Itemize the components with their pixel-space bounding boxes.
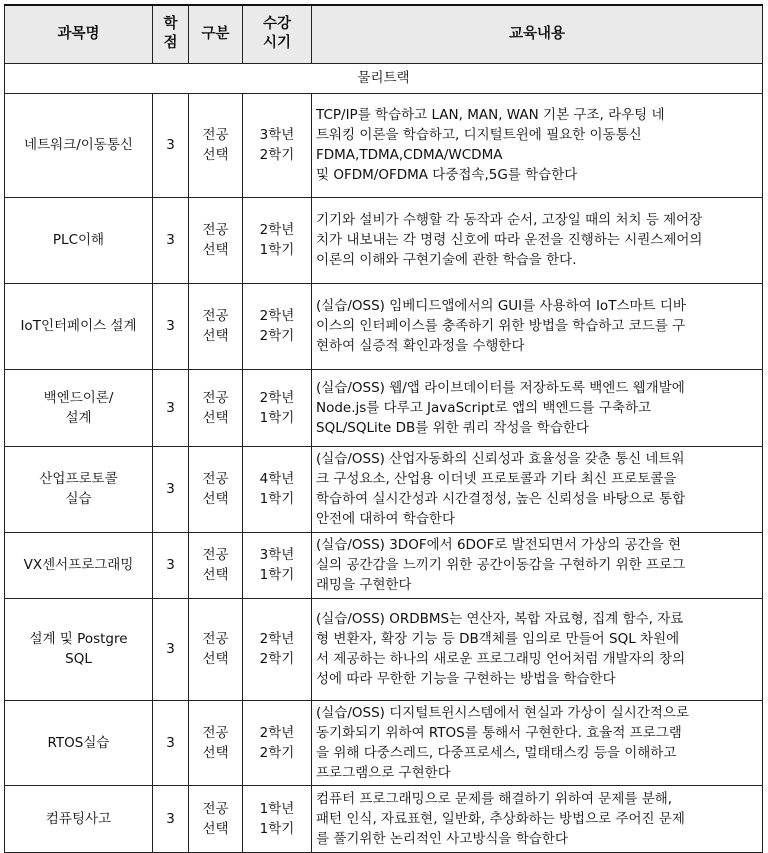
period-line1: 3학년 (259, 127, 295, 143)
category-line1: 전공 (202, 389, 229, 406)
course-name: 네트워크/이동통신 (5, 93, 153, 197)
course-content (312, 369, 763, 446)
course-period (243, 532, 312, 598)
period-line1: 2학년 (259, 724, 295, 741)
table-row (5, 446, 763, 532)
period-line1: 1학년 (259, 800, 295, 817)
content-line: 컴퓨터 프로그래밍으로 문제를 해결하기 위하여 문제를 분해, (316, 790, 673, 807)
content-line: 형 변환자, 확장 기능 등 DB객체를 임의로 만들어 SQL 차원에 (316, 631, 680, 647)
content-line: 프로그램으로 구현한다 (316, 764, 451, 781)
header-content: 교육내용 (312, 5, 763, 63)
content-line: 서 제공하는 하나의 새로운 프로그래밍 언어처럼 개발자의 창의 (316, 651, 686, 667)
content-line: 학습하여 실시간성과 시간결정성, 높은 신뢰성을 바탕으로 통합 (316, 491, 686, 507)
header-credits-line2: 점 (163, 35, 178, 52)
content-line: (실습/OSS) ORDBMS는 연산자, 복합 자료형, 집계 함수, 자료 (316, 611, 684, 627)
course-table (4, 4, 763, 853)
course-name: IoT인터페이스 설계 (5, 283, 153, 369)
track-label: 물리트랙 (5, 63, 763, 93)
content-line: FDMA,TDMA,CDMA/WCDMA (316, 147, 503, 163)
course-period (243, 700, 312, 785)
course-period (243, 283, 312, 369)
header-subject: 과목명 (5, 5, 153, 63)
track-row (5, 63, 763, 93)
content-line: 안전에 대하여 학습한다 (316, 511, 455, 527)
course-period (243, 446, 312, 532)
period-line1: 2학년 (259, 389, 295, 406)
course-period (243, 598, 312, 700)
table-row (5, 700, 763, 785)
content-line: 을 위해 다중스레드, 다중프로세스, 멀태태스킹 등을 이해하고 (316, 744, 677, 761)
course-content (312, 785, 763, 852)
category-line1: 전공 (202, 127, 229, 143)
header-credits-line1: 학 (163, 16, 178, 33)
course-name-line1: 산업프로토콜 (39, 471, 118, 487)
category-line1: 전공 (202, 308, 229, 324)
header-period-line1: 수강 (262, 16, 291, 33)
course-content (312, 532, 763, 598)
content-line: 성에 따라 무한한 기능을 구현하는 방법을 학습한다 (316, 671, 616, 687)
course-name-line1: 설계 및 Postgre (29, 631, 128, 647)
content-line: 이론의 이해와 구현기술에 관한 학습을 한다. (316, 252, 577, 268)
category-line2: 선택 (202, 409, 229, 426)
content-line: 기기와 설비가 수행할 각 동작과 순서, 고장일 때의 처치 등 제어장 (316, 212, 703, 228)
content-line: 실의 공간감을 느끼기 위한 공간이동감을 구현하기 위한 프로그 (316, 557, 686, 573)
course-category (189, 700, 243, 785)
content-line: (실습/OSS) 3DOF에서 6DOF로 발전되면서 가상의 공간을 현 (316, 537, 682, 553)
course-credits: 3 (153, 446, 189, 532)
course-name (5, 446, 153, 532)
content-line: (실습/OSS) 웹/앱 라이브데이터를 저장하도록 백엔드 웹개발에 (316, 379, 685, 396)
course-credits: 3 (153, 785, 189, 852)
course-name (5, 598, 153, 700)
period-line2: 1학기 (259, 820, 295, 837)
content-line: 크 구성요소, 산업용 이더넷 프로토콜과 기타 최신 프로토콜을 (316, 471, 677, 487)
course-content (312, 197, 763, 283)
course-credits: 3 (153, 369, 189, 446)
course-name: RTOS실습 (5, 700, 153, 785)
header-category: 구분 (189, 5, 243, 63)
category-line2: 선택 (202, 491, 229, 507)
course-category (189, 598, 243, 700)
table-row (5, 532, 763, 598)
content-line: 를 풀기위한 논리적인 사고방식을 학습한다 (316, 830, 568, 847)
period-line2: 2학기 (259, 147, 295, 163)
content-line: 패턴 인식, 자료표현, 일반화, 추상화하는 방법으로 주어진 문제 (316, 810, 685, 827)
category-line2: 선택 (202, 328, 229, 344)
content-line: TCP/IP를 학습하고 LAN, MAN, WAN 기본 구조, 라우팅 네 (316, 107, 665, 123)
course-period (243, 197, 312, 283)
period-line2: 2학기 (259, 744, 295, 761)
content-line: SQL/SQLite DB를 위한 쿼리 작성을 학습한다 (316, 419, 589, 436)
content-line: 트워킹 이론을 학습하고, 디지털트윈에 필요한 이동통신 (316, 127, 642, 143)
course-category (189, 283, 243, 369)
content-line: 현하여 실증적 확인과정을 수행한다 (316, 338, 525, 354)
content-line: 치가 내보내는 각 명령 신호에 따라 운전을 진행하는 시퀀스제어의 (316, 232, 703, 248)
course-period (243, 369, 312, 446)
category-line1: 전공 (202, 631, 229, 647)
content-line: Node.js를 다루고 JavaScript로 앱의 백엔드를 구축하고 (316, 399, 652, 416)
course-credits: 3 (153, 197, 189, 283)
period-line2: 1학기 (259, 409, 295, 426)
period-line1: 3학년 (259, 547, 295, 563)
course-credits: 3 (153, 93, 189, 197)
course-credits: 3 (153, 532, 189, 598)
period-line1: 4학년 (259, 471, 295, 487)
course-name-line2: 실습 (65, 491, 92, 507)
course-category (189, 446, 243, 532)
course-name: VX센서프로그래밍 (5, 532, 153, 598)
table-row (5, 197, 763, 283)
category-line1: 전공 (202, 222, 229, 238)
period-line1: 2학년 (259, 308, 295, 324)
course-content (312, 598, 763, 700)
course-name: 컴퓨팅사고 (5, 785, 153, 852)
header-period-line2: 시기 (262, 35, 291, 52)
content-line: 및 OFDM/OFDMA 다중접속,5G를 학습한다 (316, 167, 578, 183)
content-line: (실습/OSS) 산업자동화의 신뢰성과 효율성을 갖춘 통신 네트워 (316, 451, 685, 467)
table-row (5, 785, 763, 852)
course-category (189, 785, 243, 852)
course-credits: 3 (153, 283, 189, 369)
course-name (5, 369, 153, 446)
course-credits: 3 (153, 700, 189, 785)
category-line2: 선택 (202, 242, 229, 258)
period-line2: 2학기 (259, 651, 295, 667)
header-row (5, 5, 763, 63)
period-line1: 2학년 (259, 631, 295, 647)
course-content (312, 93, 763, 197)
course-content (312, 283, 763, 369)
period-line2: 1학기 (259, 491, 295, 507)
header-period (243, 5, 312, 63)
course-content (312, 700, 763, 785)
category-line1: 전공 (202, 724, 229, 741)
course-credits: 3 (153, 598, 189, 700)
content-line: (실습/OSS) 디지털트윈시스템에서 현실과 가상이 실시간적으로 (316, 704, 689, 721)
course-period (243, 93, 312, 197)
category-line2: 선택 (202, 567, 229, 583)
category-line1: 전공 (202, 547, 229, 563)
course-category (189, 197, 243, 283)
course-name-line2: 설계 (65, 409, 92, 426)
table-row (5, 598, 763, 700)
header-credits (153, 5, 189, 63)
category-line2: 선택 (202, 744, 229, 761)
course-name-line2: SQL (65, 651, 92, 667)
course-category (189, 369, 243, 446)
content-line: 동기화되기 위하여 RTOS를 통해서 구현한다. 효율적 프로그램 (316, 724, 682, 741)
content-line: 래밍을 구현한다 (316, 577, 412, 593)
course-category (189, 93, 243, 197)
course-category (189, 532, 243, 598)
table-row (5, 369, 763, 446)
period-line2: 1학기 (259, 242, 295, 258)
category-line2: 선택 (202, 147, 229, 163)
category-line2: 선택 (202, 651, 229, 667)
course-name: PLC이해 (5, 197, 153, 283)
category-line1: 전공 (202, 800, 229, 817)
course-period (243, 785, 312, 852)
course-content (312, 446, 763, 532)
content-line: 이스의 인터페이스를 충족하기 위한 방법을 학습하고 코드를 구 (316, 318, 686, 334)
period-line1: 2학년 (259, 222, 295, 238)
category-line2: 선택 (202, 820, 229, 837)
table-row (5, 93, 763, 197)
period-line2: 1학기 (259, 567, 295, 583)
table-row (5, 283, 763, 369)
period-line2: 2학기 (259, 328, 295, 344)
content-line: (실습/OSS) 임베디드앱에서의 GUI를 사용하여 IoT스마트 디바 (316, 298, 686, 314)
course-name-line1: 백엔드이론/ (43, 389, 114, 406)
category-line1: 전공 (202, 471, 229, 487)
